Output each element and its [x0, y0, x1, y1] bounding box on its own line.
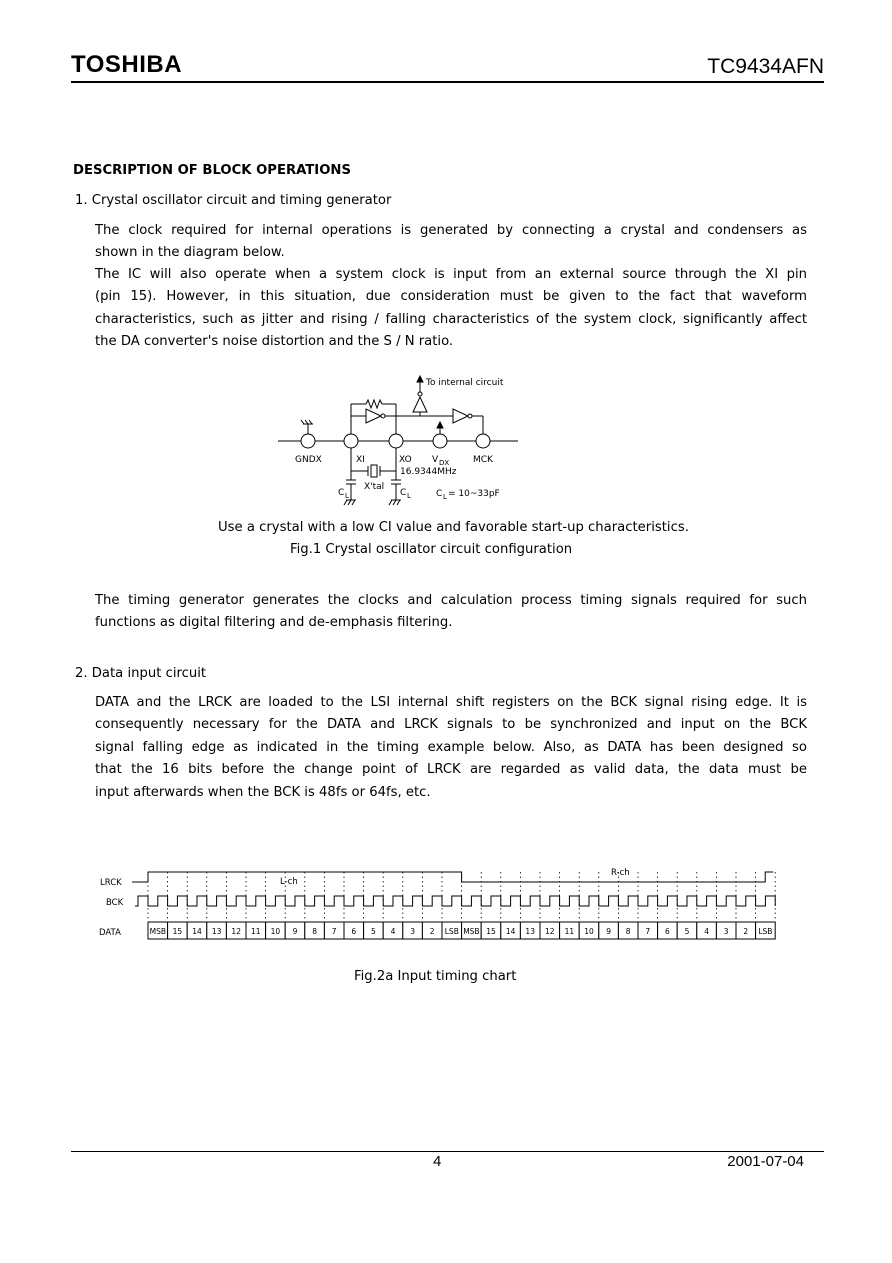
- data-bit-label: 7: [645, 927, 651, 936]
- data-bit-label: 3: [723, 927, 729, 936]
- cl-value-subscript: L: [443, 493, 447, 501]
- cl-left-label: C: [338, 488, 345, 498]
- lrck-label: LRCK: [100, 878, 122, 888]
- fig1-caption: Fig.1 Crystal oscillator circuit configuration: [290, 542, 573, 557]
- data-bit-label: MSB: [149, 927, 166, 936]
- footer-date: 2001-07-04: [727, 1153, 804, 1170]
- data-bit-label: 12: [545, 927, 555, 936]
- data-label: DATA: [99, 928, 121, 938]
- cl-right-subscript: L: [407, 492, 411, 500]
- item1-para1: [95, 220, 807, 265]
- data-bit-label: 6: [351, 927, 357, 936]
- text-line: characteristics, such as jitter and rising / falling characteristics of the system clock, significantly affect: [95, 311, 807, 327]
- text-line: the DA converter's noise distortion and the S / N ratio.: [95, 334, 454, 350]
- item1-para2: [95, 264, 807, 354]
- vdx-label: V: [432, 455, 439, 465]
- vdx-subscript: DX: [439, 459, 450, 467]
- cl-right-label: C: [400, 488, 407, 498]
- cl-left-subscript: L: [345, 492, 349, 500]
- cl-value-c: C: [436, 489, 443, 499]
- brand-logo: TOSHIBA: [71, 51, 183, 78]
- data-bit-label: 11: [564, 927, 575, 936]
- data-bit-label: 3: [410, 927, 415, 936]
- data-bit-label: 7: [331, 927, 337, 936]
- lch-label: L-ch: [280, 877, 298, 887]
- bck-label: BCK: [106, 898, 124, 908]
- bck-waveform: [135, 896, 775, 906]
- item1-para3: [95, 590, 807, 635]
- data-bit-label: 15: [172, 927, 183, 936]
- data-bit-label: 9: [292, 927, 298, 936]
- data-bit-label: MSB: [463, 927, 480, 936]
- data-bit-label: 11: [251, 927, 261, 936]
- section-title: DESCRIPTION OF BLOCK OPERATIONS: [73, 163, 351, 178]
- oscillator-circuit-diagram: [270, 370, 530, 515]
- header-rule: [71, 81, 824, 83]
- data-bit-label: 4: [390, 927, 396, 936]
- text-line: functions as digital filtering and de-emphasis filtering.: [95, 615, 453, 631]
- text-line: The IC will also operate when a system clock is input from an external source through the XI pin: [95, 267, 807, 282]
- data-bit-label: 14: [505, 927, 516, 936]
- data-bit-label: 15: [486, 927, 496, 936]
- item2-para: [95, 692, 807, 804]
- xi-label: XI: [356, 455, 365, 465]
- part-number: TC9434AFN: [707, 55, 824, 78]
- data-bit-label: 8: [312, 927, 317, 936]
- freq-label: 16.9344MHz: [400, 467, 457, 477]
- data-bit-label: 14: [192, 927, 202, 936]
- footer-rule: [71, 1151, 824, 1152]
- xo-label: XO: [399, 455, 412, 465]
- cl-value-label: = 10~33pF: [448, 489, 500, 499]
- data-bit-label: 5: [371, 927, 376, 936]
- data-bit-label: 9: [606, 927, 611, 936]
- data-bit-label: 10: [584, 927, 594, 936]
- to-internal-label: To internal circuit: [426, 378, 504, 388]
- text-line: DATA and the LRCK are loaded to the LSI internal shift registers on the BCK signal rising edge. It is: [95, 695, 807, 710]
- data-bit-label: 2: [743, 927, 749, 936]
- mck-label: MCK: [473, 455, 493, 465]
- data-bit-label: 13: [211, 927, 222, 936]
- fig1-note: Use a crystal with a low CI value and favorable start-up characteristics.: [218, 520, 689, 535]
- text-line: signal falling edge as indicated in the timing example below. Also, as DATA has been designed so: [95, 739, 807, 755]
- data-bit-label: 13: [525, 927, 535, 936]
- rch-label: R-ch: [611, 868, 630, 878]
- xtal-label: X'tal: [364, 482, 385, 492]
- item2-heading: 2. Data input circuit: [75, 666, 207, 681]
- input-timing-chart: [95, 860, 795, 945]
- data-bit-label: 5: [684, 927, 690, 936]
- data-bit-label: 12: [231, 927, 241, 936]
- text-line: The timing generator generates the clocks and calculation process timing signals required for such: [95, 593, 807, 608]
- data-bit-label: LSB: [758, 927, 773, 936]
- data-bit-label: 10: [270, 927, 281, 936]
- data-bit-label: 8: [625, 927, 631, 936]
- text-line: consequently necessary for the DATA and LRCK signals to be synchronized and input on the BCK: [95, 717, 807, 733]
- fig2-caption: Fig.2a Input timing chart: [354, 969, 517, 984]
- text-line: (pin 15). However, in this situation, due consideration must be given to the fact that waveform: [95, 289, 807, 305]
- item1-heading: 1. Crystal oscillator circuit and timing generator: [75, 193, 392, 208]
- page-number: 4: [433, 1153, 442, 1170]
- text-line: that the 16 bits before the change point of LRCK are regarded as valid data, the data must be: [95, 762, 807, 778]
- data-bit-label: LSB: [444, 927, 459, 936]
- text-line: shown in the diagram below.: [95, 245, 285, 261]
- text-line: input afterwards when the BCK is 48fs or 64fs, etc.: [95, 784, 431, 800]
- data-bit-label: 6: [665, 927, 670, 936]
- text-line: The clock required for internal operations is generated by connecting a crystal and condensers as: [95, 223, 807, 238]
- data-bit-label: 2: [429, 927, 435, 936]
- gndx-label: GNDX: [295, 455, 322, 465]
- data-bit-label: 4: [704, 927, 709, 936]
